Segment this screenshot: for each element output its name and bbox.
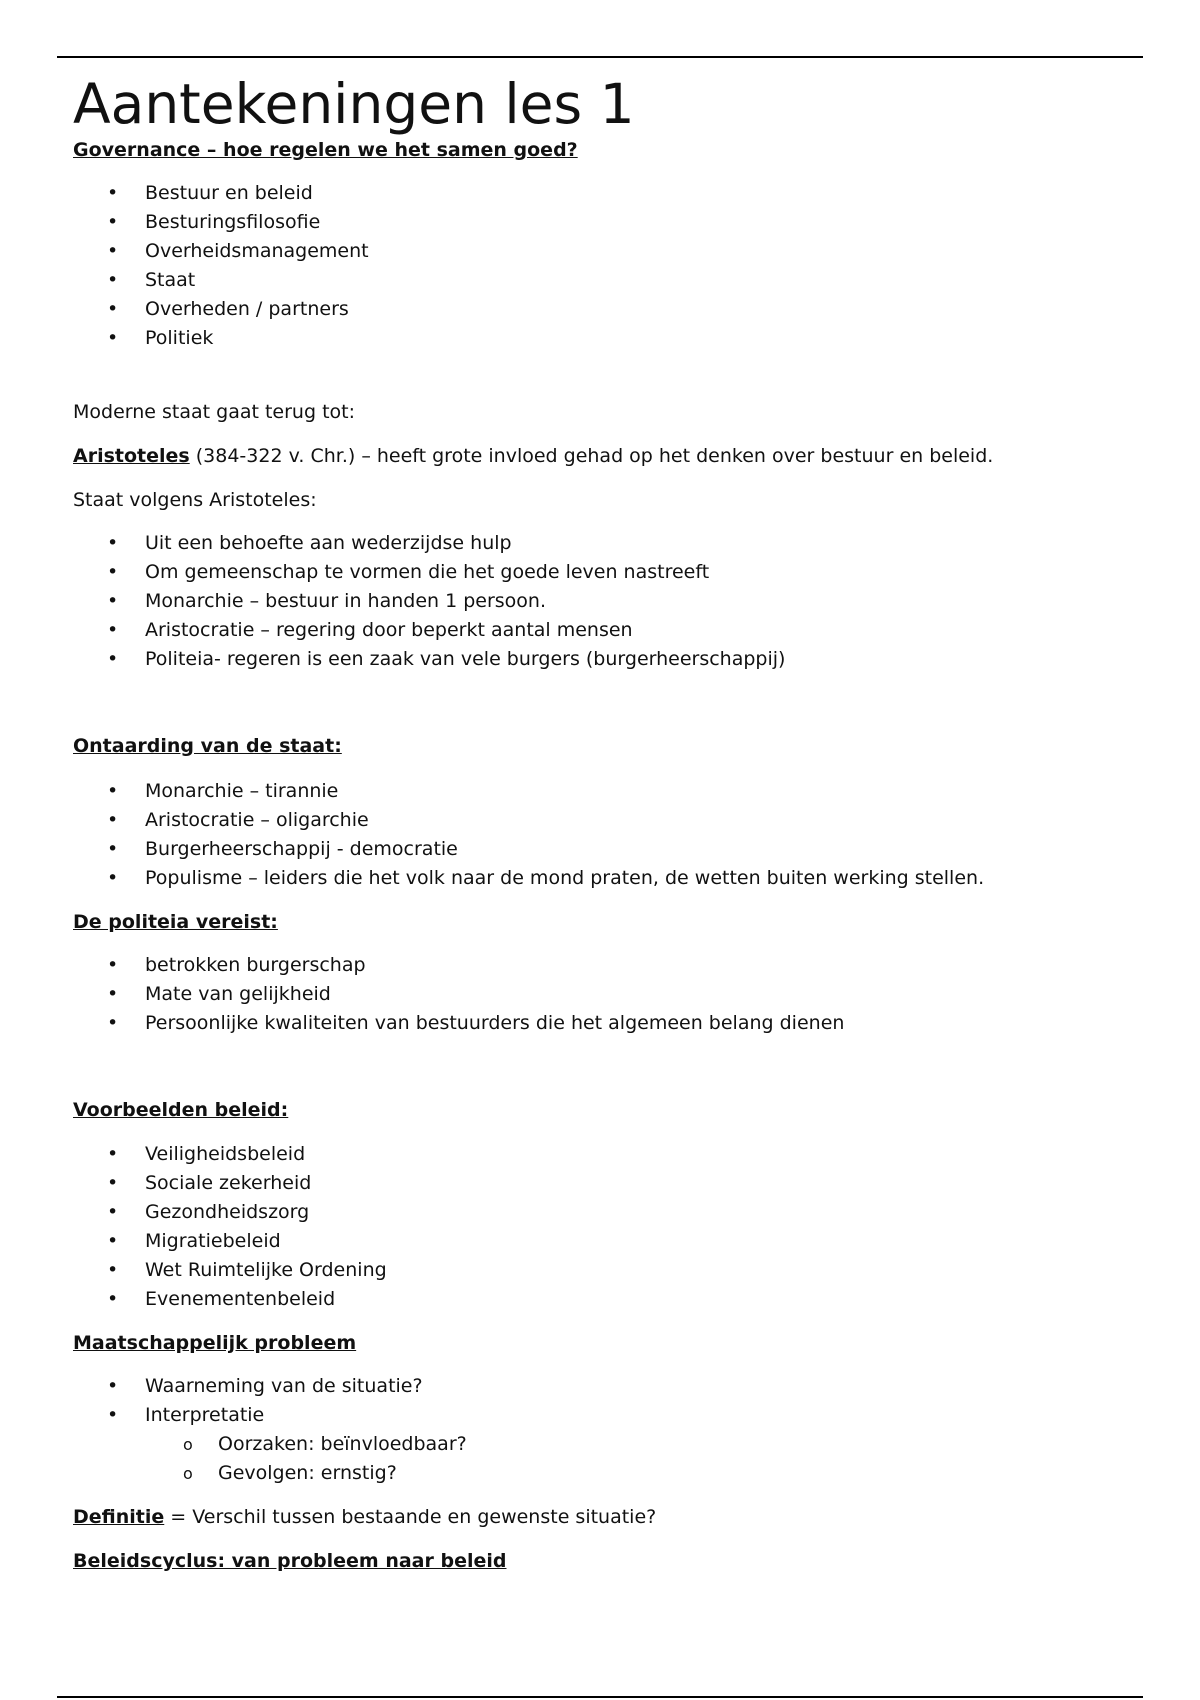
circle-bullet-icon: o	[183, 1435, 193, 1454]
moderne-staat-text: Moderne staat gaat terug tot:	[73, 401, 355, 423]
list-item: • Waarneming van de situatie?	[73, 1372, 1133, 1401]
bullet-icon: •	[107, 1172, 119, 1194]
bullet-icon: •	[107, 809, 119, 831]
bullet-icon: •	[107, 240, 119, 262]
bullet-icon: •	[107, 1259, 119, 1281]
ontaarding-heading: Ontaarding van de staat:	[73, 735, 342, 757]
list-item: • betrokken burgerschap	[73, 951, 1133, 980]
list-item: • Gezondheidszorg	[73, 1198, 1133, 1227]
bullet-icon: •	[107, 1143, 119, 1165]
list-item: • Staat	[73, 266, 1133, 295]
list-item: • Bestuur en beleid	[73, 179, 1133, 208]
list-item: • Politiek	[73, 324, 1133, 353]
top-rule	[57, 56, 1143, 58]
list-item: • Interpretatie	[73, 1401, 1133, 1430]
interpretatie-sublist	[73, 1430, 1133, 1488]
governance-list	[73, 179, 1133, 353]
voorbeelden-heading: Voorbeelden beleid:	[73, 1099, 289, 1121]
politeia-heading: De politeia vereist:	[73, 911, 278, 933]
bottom-rule	[57, 1696, 1143, 1698]
staat-volgens-intro: Staat volgens Aristoteles:	[73, 489, 317, 511]
maatschappelijk-list	[73, 1372, 1133, 1430]
bullet-icon: •	[107, 1230, 119, 1252]
bullet-icon: •	[107, 590, 119, 612]
definitie-term: Definitie	[73, 1506, 165, 1528]
beleidscyclus-heading: Beleidscyclus: van probleem naar beleid	[73, 1550, 507, 1572]
governance-heading: Governance – hoe regelen we het samen goed?	[73, 139, 578, 161]
list-item: • Wet Ruimtelijke Ordening	[73, 1256, 1133, 1285]
bullet-icon: •	[107, 327, 119, 349]
list-item: • Burgerheerschappij - democratie	[73, 835, 1133, 864]
list-item: • Evenementenbeleid	[73, 1285, 1133, 1314]
aristoteles-paragraph: Aristoteles (384-322 v. Chr.) – heeft grote invloed gehad op het denken over bestuur en beleid.	[73, 445, 994, 467]
list-item: • Aristocratie – regering door beperkt aantal mensen	[73, 616, 1133, 645]
bullet-icon: •	[107, 838, 119, 860]
bullet-icon: •	[107, 1404, 119, 1426]
bullet-icon: •	[107, 780, 119, 802]
list-item: • Populisme – leiders die het volk naar de mond praten, de wetten buiten werking stellen.	[73, 864, 1133, 893]
list-item: • Aristocratie – oligarchie	[73, 806, 1133, 835]
definitie-paragraph: Definitie = Verschil tussen bestaande en gewenste situatie?	[73, 1506, 657, 1528]
bullet-icon: •	[107, 561, 119, 583]
politeia-list	[73, 951, 1133, 1038]
list-item: o Gevolgen: ernstig?	[73, 1459, 1133, 1488]
list-item: • Monarchie – tirannie	[73, 777, 1133, 806]
maatschappelijk-heading: Maatschappelijk probleem	[73, 1332, 357, 1354]
bullet-icon: •	[107, 1375, 119, 1397]
bullet-icon: •	[107, 298, 119, 320]
bullet-icon: •	[107, 983, 119, 1005]
bullet-icon: •	[107, 954, 119, 976]
bullet-icon: •	[107, 182, 119, 204]
bullet-icon: •	[107, 867, 119, 889]
list-item: • Overheidsmanagement	[73, 237, 1133, 266]
list-item: o Oorzaken: beïnvloedbaar?	[73, 1430, 1133, 1459]
bullet-icon: •	[107, 532, 119, 554]
bullet-icon: •	[107, 211, 119, 233]
bullet-icon: •	[107, 1012, 119, 1034]
list-item: • Overheden / partners	[73, 295, 1133, 324]
list-item: • Veiligheidsbeleid	[73, 1140, 1133, 1169]
bullet-icon: •	[107, 1201, 119, 1223]
document-page	[73, 72, 1133, 1576]
bullet-icon: •	[107, 269, 119, 291]
bullet-icon: •	[107, 648, 119, 670]
circle-bullet-icon: o	[183, 1464, 193, 1483]
list-item: • Besturingsfilosofie	[73, 208, 1133, 237]
staat-volgens-list	[73, 529, 1133, 674]
list-item: • Om gemeenschap te vormen die het goede leven nastreeft	[73, 558, 1133, 587]
list-item: • Monarchie – bestuur in handen 1 persoon.	[73, 587, 1133, 616]
list-item: • Uit een behoefte aan wederzijdse hulp	[73, 529, 1133, 558]
list-item: • Sociale zekerheid	[73, 1169, 1133, 1198]
list-item: • Mate van gelijkheid	[73, 980, 1133, 1009]
list-item: • Persoonlijke kwaliteiten van bestuurders die het algemeen belang dienen	[73, 1009, 1133, 1038]
bullet-icon: •	[107, 619, 119, 641]
ontaarding-list	[73, 777, 1133, 893]
list-item: • Politeia- regeren is een zaak van vele burgers (burgerheerschappij)	[73, 645, 1133, 674]
list-item: • Migratiebeleid	[73, 1227, 1133, 1256]
voorbeelden-list	[73, 1140, 1133, 1314]
page-title: Aantekeningen les 1	[73, 72, 635, 136]
bullet-icon: •	[107, 1288, 119, 1310]
aristoteles-term: Aristoteles	[73, 445, 190, 467]
